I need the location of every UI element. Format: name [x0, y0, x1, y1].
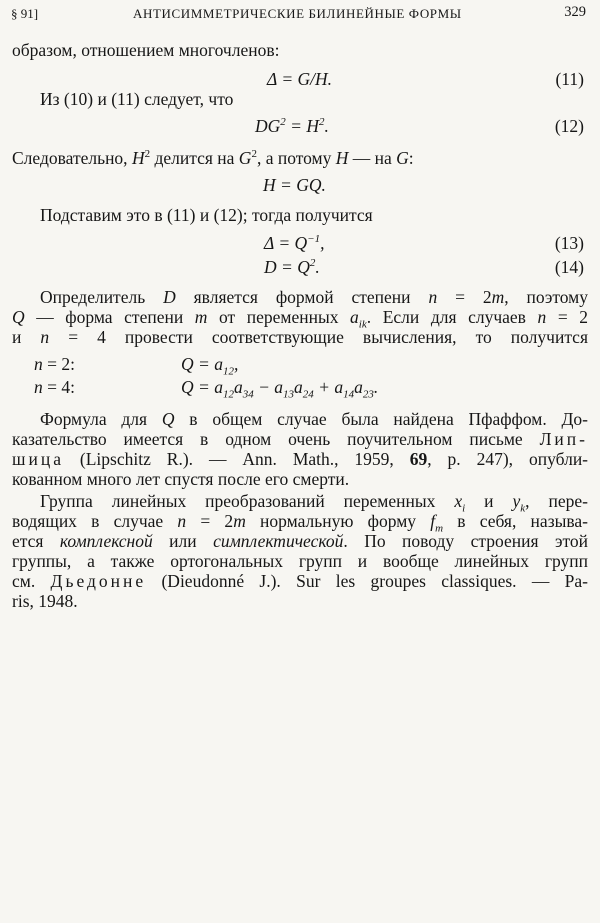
- text-line: шица (Lipschitz R.). — Ann. Math., 1959, 69, p. 247), опубли-: [12, 449, 589, 469]
- case-label-n4: n = 4:: [34, 377, 75, 397]
- equation-number-13: (13): [554, 233, 584, 253]
- equation-12: $DG^2 = H^2$.: [255, 116, 329, 136]
- text-line: ris, 1948.: [12, 591, 78, 611]
- running-title: АНТИСИММЕТРИЧЕСКИЕ БИЛИНЕЙНЫЕ ФОРМЫ: [133, 6, 462, 21]
- case-formula-n4: $Q = a_{12}a_{34} - a_{13}a_{24} + a_{14}a_{23}$.: [181, 377, 379, 401]
- case-label-n2: n = 2:: [34, 354, 75, 374]
- text-line: водящих в случае n = 2m нормальную форму $f_m$ в себя, называ-: [12, 511, 588, 535]
- text-line: казательство имеется в одном очень поучительном письме Лип-: [12, 429, 588, 449]
- text-line: ется комплексной или симплектической. По поводу строения этой: [12, 531, 588, 551]
- page-number: 329: [564, 4, 586, 20]
- text-line: Определитель D является формой степени n = 2m, поэтому: [40, 287, 588, 307]
- text-line: Следовательно, $H^2$ делится на $G^2$, а потому H — на G:: [12, 148, 414, 168]
- text-line: и n = 4 провести соответствующие вычисления, то получится: [12, 327, 588, 347]
- equation-number-14: (14): [554, 257, 584, 277]
- equation-h-gq: H = GQ.: [263, 175, 326, 195]
- text-line: Подставим это в (11) и (12); тогда получится: [40, 205, 373, 225]
- section-number: § 91]: [11, 6, 39, 21]
- text-line: см. Дьедонне (Dieudonné J.). Sur les groupes classiques. — Pa-: [12, 571, 588, 591]
- case-formula-n2: $Q = a_{12}$,: [181, 354, 239, 378]
- equation-11: Δ = G/H.: [267, 69, 333, 89]
- text-line: Q — форма степени m от переменных $a_{ik}$. Если для случаев n = 2: [12, 307, 589, 331]
- equation-number-11: (11): [555, 69, 584, 89]
- text-line: Из (10) и (11) следует, что: [40, 89, 234, 109]
- running-header: [0, 0, 600, 24]
- text-line: Формула для Q в общем случае была найдена Пфаффом. До-: [40, 409, 588, 429]
- equation-number-12: (12): [554, 116, 584, 136]
- equation-13: $\Delta = Q^{-1}$,: [264, 233, 325, 253]
- text-line: группы, а также ортогональных групп и вообще линейных групп: [12, 551, 588, 571]
- text-line: Группа линейных преобразований переменных $x_i$ и $y_k$, пере-: [40, 491, 588, 515]
- equation-14: $D = Q^2$.: [264, 257, 320, 277]
- text-line: образом, отношением многочленов:: [12, 40, 280, 60]
- text-line: кованном много лет спустя после его смерти.: [12, 469, 350, 489]
